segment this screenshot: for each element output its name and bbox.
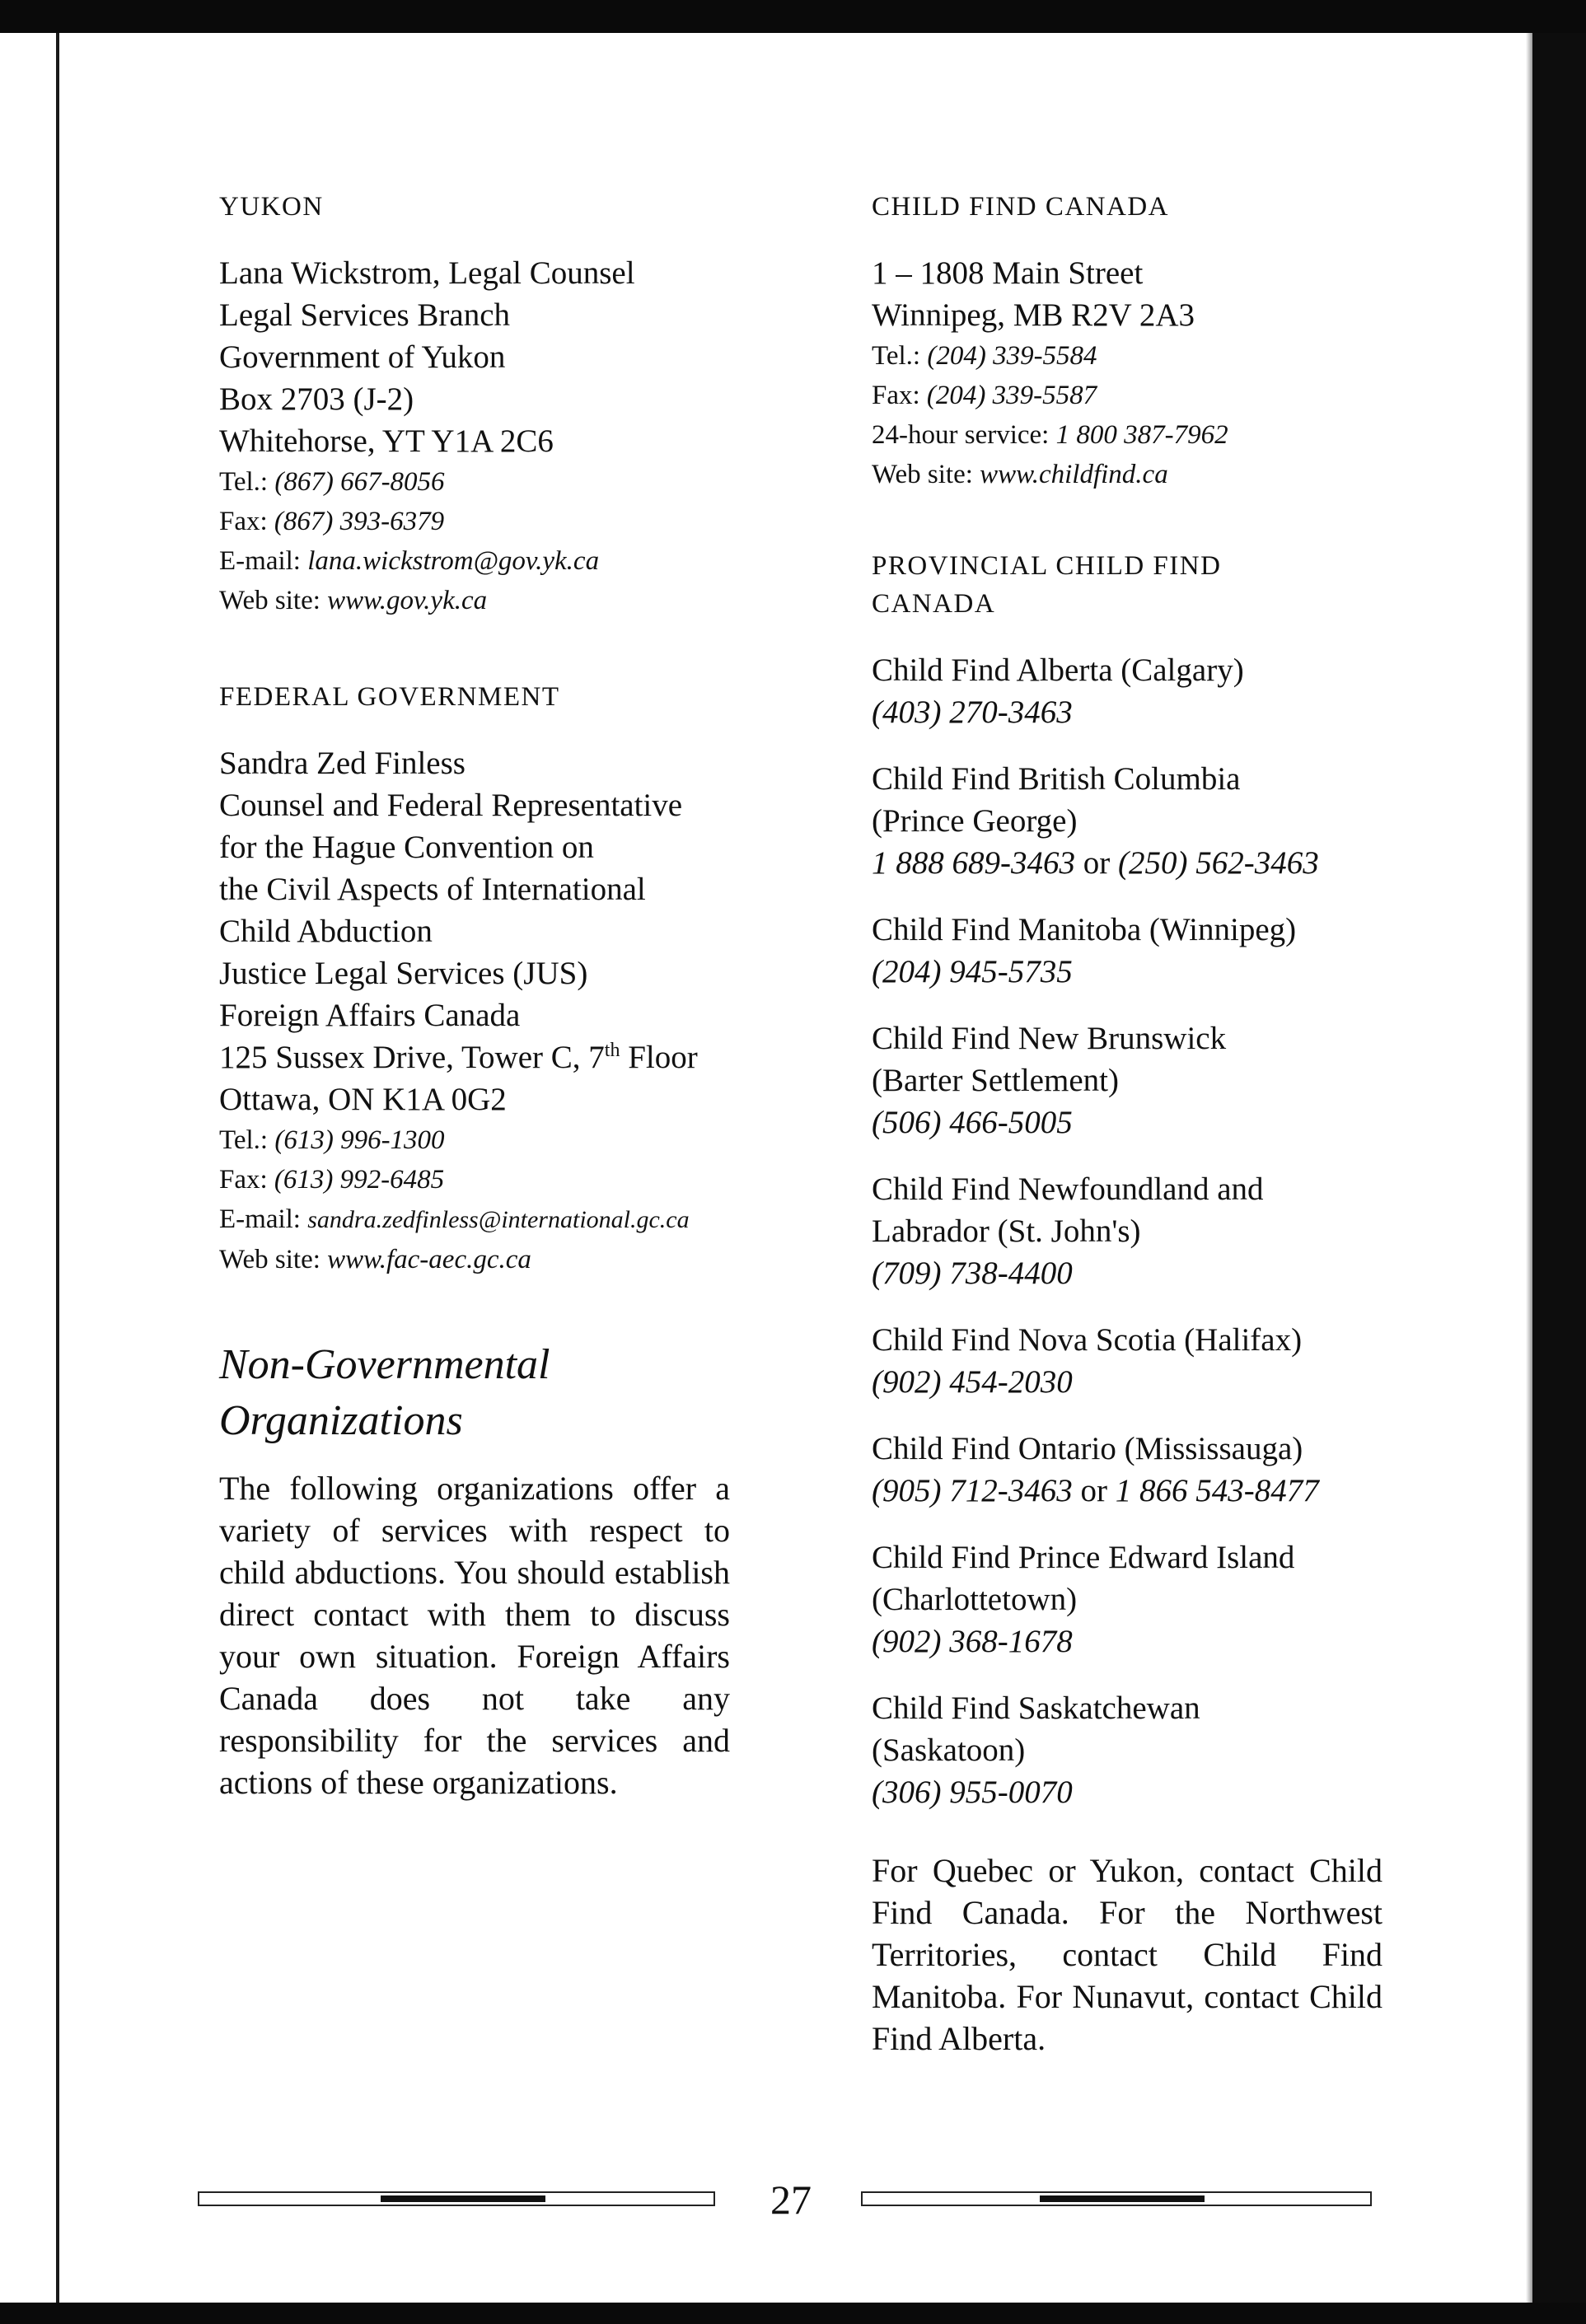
provincial-heading bbox=[872, 547, 1382, 623]
address-floor: Floor bbox=[620, 1040, 698, 1075]
web-line bbox=[219, 581, 730, 620]
entry-name: Child Find British Columbia bbox=[872, 761, 1241, 797]
federal-city: Ottawa, ON K1A 0G2 bbox=[219, 1082, 507, 1117]
scan-border-right bbox=[1532, 33, 1586, 2303]
entry-name: Child Find New Brunswick bbox=[872, 1021, 1227, 1056]
provincial-section bbox=[872, 547, 1382, 2060]
email-address[interactable]: sandra.zedfinless@international.gc.ca bbox=[307, 1206, 690, 1233]
provincial-entry bbox=[872, 649, 1382, 733]
email-label: E-mail: bbox=[219, 1204, 301, 1234]
federal-line: Sandra Zed Finless bbox=[219, 746, 466, 781]
page-footer bbox=[0, 2175, 1586, 2224]
phone-number: (306) 955-0070 bbox=[872, 1775, 1073, 1810]
provincial-entry bbox=[872, 1017, 1382, 1143]
child-find-canada-section bbox=[872, 188, 1382, 494]
tel-line bbox=[219, 1120, 730, 1160]
provincial-entry bbox=[872, 1687, 1382, 1813]
phone-number: (905) 712-3463 bbox=[872, 1473, 1073, 1508]
entry-phone bbox=[872, 1620, 1382, 1662]
email-line bbox=[219, 541, 730, 581]
web-label: Web site: bbox=[872, 460, 973, 489]
web-link[interactable]: www.gov.yk.ca bbox=[327, 586, 488, 615]
footer-rule-right bbox=[861, 2191, 1372, 2206]
service-number: 1 800 387-7962 bbox=[1055, 420, 1228, 450]
provincial-entry bbox=[872, 1428, 1382, 1512]
fax-line bbox=[219, 1160, 730, 1199]
service-line bbox=[872, 415, 1382, 455]
entry-phone bbox=[872, 691, 1382, 733]
web-link[interactable]: www.fac-aec.gc.ca bbox=[327, 1245, 531, 1274]
phone-number: (403) 270-3463 bbox=[872, 694, 1073, 730]
phone-number: (709) 738-4400 bbox=[872, 1256, 1073, 1291]
tel-number: (613) 996-1300 bbox=[274, 1125, 445, 1155]
phone-number: (902) 454-2030 bbox=[872, 1364, 1073, 1400]
federal-line: Child Abduction bbox=[219, 914, 433, 949]
child-find-canada-heading: CHILD FIND CANADA bbox=[872, 192, 1169, 222]
entry-location: (Saskatoon) bbox=[872, 1732, 1026, 1768]
entry-location: (Charlottetown) bbox=[872, 1582, 1078, 1617]
federal-line: Counsel and Federal Representative bbox=[219, 788, 683, 823]
entry-name: Child Find Alberta (Calgary) bbox=[872, 652, 1244, 688]
fax-line bbox=[219, 502, 730, 541]
federal-line: Justice Legal Services (JUS) bbox=[219, 956, 588, 991]
fax-number: (613) 992-6485 bbox=[274, 1165, 445, 1195]
web-label: Web site: bbox=[219, 586, 320, 615]
federal-line: Foreign Affairs Canada bbox=[219, 998, 521, 1033]
address-ordinal: th bbox=[604, 1040, 620, 1061]
page-number: 27 bbox=[770, 2177, 812, 2223]
contact-name: Lana Wickstrom, Legal Counsel bbox=[219, 255, 635, 291]
cfc-city: Winnipeg, MB R2V 2A3 bbox=[872, 297, 1195, 333]
entry-phone bbox=[872, 1101, 1382, 1143]
entry-phone bbox=[872, 1361, 1382, 1403]
phone-number-alt: 1 866 543-8477 bbox=[1115, 1473, 1319, 1508]
entry-name: Child Find Saskatchewan bbox=[872, 1690, 1200, 1726]
cfc-address: 1 – 1808 Main Street bbox=[872, 255, 1144, 291]
rule-center-band bbox=[381, 2195, 545, 2202]
tel-number: (204) 339-5584 bbox=[927, 341, 1097, 371]
left-column bbox=[219, 188, 730, 1803]
federal-line: for the Hague Convention on bbox=[219, 830, 594, 865]
or-text: or bbox=[1075, 845, 1118, 881]
tel-number: (867) 667-8056 bbox=[274, 467, 445, 497]
fax-label: Fax: bbox=[872, 381, 920, 410]
scan-border-left bbox=[56, 33, 59, 2303]
ngo-paragraph: The following organizations offer a variety of services with respect to child abductions. You should establish direct contact with them to discuss your own situation. Foreign Affairs Canada does not take any responsibility for the services and actions of these organizations. bbox=[219, 1470, 730, 1801]
entry-name: Child Find Ontario (Mississauga) bbox=[872, 1431, 1303, 1466]
fax-number: (204) 339-5587 bbox=[926, 381, 1097, 410]
entry-phone bbox=[872, 951, 1382, 993]
phone-number-alt: (250) 562-3463 bbox=[1118, 845, 1319, 881]
contact-org: Government of Yukon bbox=[219, 339, 506, 375]
phone-number: (506) 466-5005 bbox=[872, 1105, 1073, 1140]
scan-border-top bbox=[0, 0, 1586, 33]
rule-center-band bbox=[1040, 2195, 1205, 2202]
entry-name: Child Find Prince Edward Island bbox=[872, 1540, 1295, 1575]
entry-name: Child Find Manitoba (Winnipeg) bbox=[872, 912, 1297, 947]
yukon-section bbox=[219, 188, 730, 620]
or-text: or bbox=[1072, 1473, 1116, 1508]
phone-number: (204) 945-5735 bbox=[872, 954, 1073, 989]
web-label: Web site: bbox=[219, 1245, 320, 1274]
ngo-section bbox=[219, 1337, 730, 1803]
scan-shadow-right bbox=[1526, 33, 1532, 2303]
entry-phone bbox=[872, 1470, 1382, 1512]
email-label: E-mail: bbox=[219, 546, 301, 576]
email-line bbox=[219, 1199, 730, 1240]
federal-address bbox=[219, 1036, 730, 1078]
tel-line bbox=[219, 462, 730, 502]
phone-number: (902) 368-1678 bbox=[872, 1624, 1073, 1659]
entry-name: Child Find Nova Scotia (Halifax) bbox=[872, 1322, 1303, 1358]
service-label: 24-hour service: bbox=[872, 420, 1050, 450]
federal-line: the Civil Aspects of International bbox=[219, 872, 646, 907]
ngo-title-line: Non-Governmental bbox=[219, 1341, 550, 1388]
entry-phone bbox=[872, 1771, 1382, 1813]
tel-label: Tel.: bbox=[219, 467, 269, 497]
entry-name: Child Find Newfoundland and bbox=[872, 1171, 1264, 1207]
provincial-entry bbox=[872, 1168, 1382, 1294]
email-address[interactable]: lana.wickstrom@gov.yk.ca bbox=[307, 546, 600, 576]
scan-border-bottom bbox=[0, 2303, 1586, 2324]
web-link[interactable]: www.childfind.ca bbox=[980, 460, 1168, 489]
fax-label: Fax: bbox=[219, 1165, 268, 1195]
entry-phone bbox=[872, 842, 1382, 884]
provincial-entry bbox=[872, 1536, 1382, 1662]
footer-rule-left bbox=[198, 2191, 715, 2206]
provincial-entry bbox=[872, 758, 1382, 884]
tel-label: Tel.: bbox=[219, 1125, 269, 1155]
web-line bbox=[219, 1240, 730, 1279]
contact-city: Whitehorse, YT Y1A 2C6 bbox=[219, 423, 554, 459]
phone-number: 1 888 689-3463 bbox=[872, 845, 1075, 881]
provincial-note: For Quebec or Yukon, contact Child Find Canada. For the Northwest Territories, contact Child Find Manitoba. For Nunavut, contact Child Find Alberta. bbox=[872, 1852, 1382, 2057]
contact-box: Box 2703 (J-2) bbox=[219, 381, 414, 417]
entry-location: (Prince George) bbox=[872, 803, 1078, 839]
federal-heading: FEDERAL GOVERNMENT bbox=[219, 682, 560, 712]
web-line bbox=[872, 455, 1382, 494]
fax-label: Fax: bbox=[219, 507, 268, 536]
heading-line: CANADA bbox=[872, 589, 996, 619]
heading-line: PROVINCIAL CHILD FIND bbox=[872, 551, 1222, 581]
ngo-title bbox=[219, 1337, 730, 1449]
fax-number: (867) 393-6379 bbox=[274, 507, 445, 536]
provincial-entry bbox=[872, 909, 1382, 993]
provincial-entry bbox=[872, 1319, 1382, 1403]
entry-phone bbox=[872, 1252, 1382, 1294]
fax-line bbox=[872, 376, 1382, 415]
yukon-heading: YUKON bbox=[219, 192, 324, 222]
tel-line bbox=[872, 336, 1382, 376]
ngo-title-line: Organizations bbox=[219, 1397, 463, 1444]
entry-location: Labrador (St. John's) bbox=[872, 1213, 1141, 1249]
contact-branch: Legal Services Branch bbox=[219, 297, 511, 333]
tel-label: Tel.: bbox=[872, 341, 921, 371]
address-text: 125 Sussex Drive, Tower C, 7 bbox=[219, 1040, 605, 1075]
federal-section bbox=[219, 678, 730, 1279]
entry-location: (Barter Settlement) bbox=[872, 1063, 1119, 1098]
right-column bbox=[872, 188, 1382, 2060]
